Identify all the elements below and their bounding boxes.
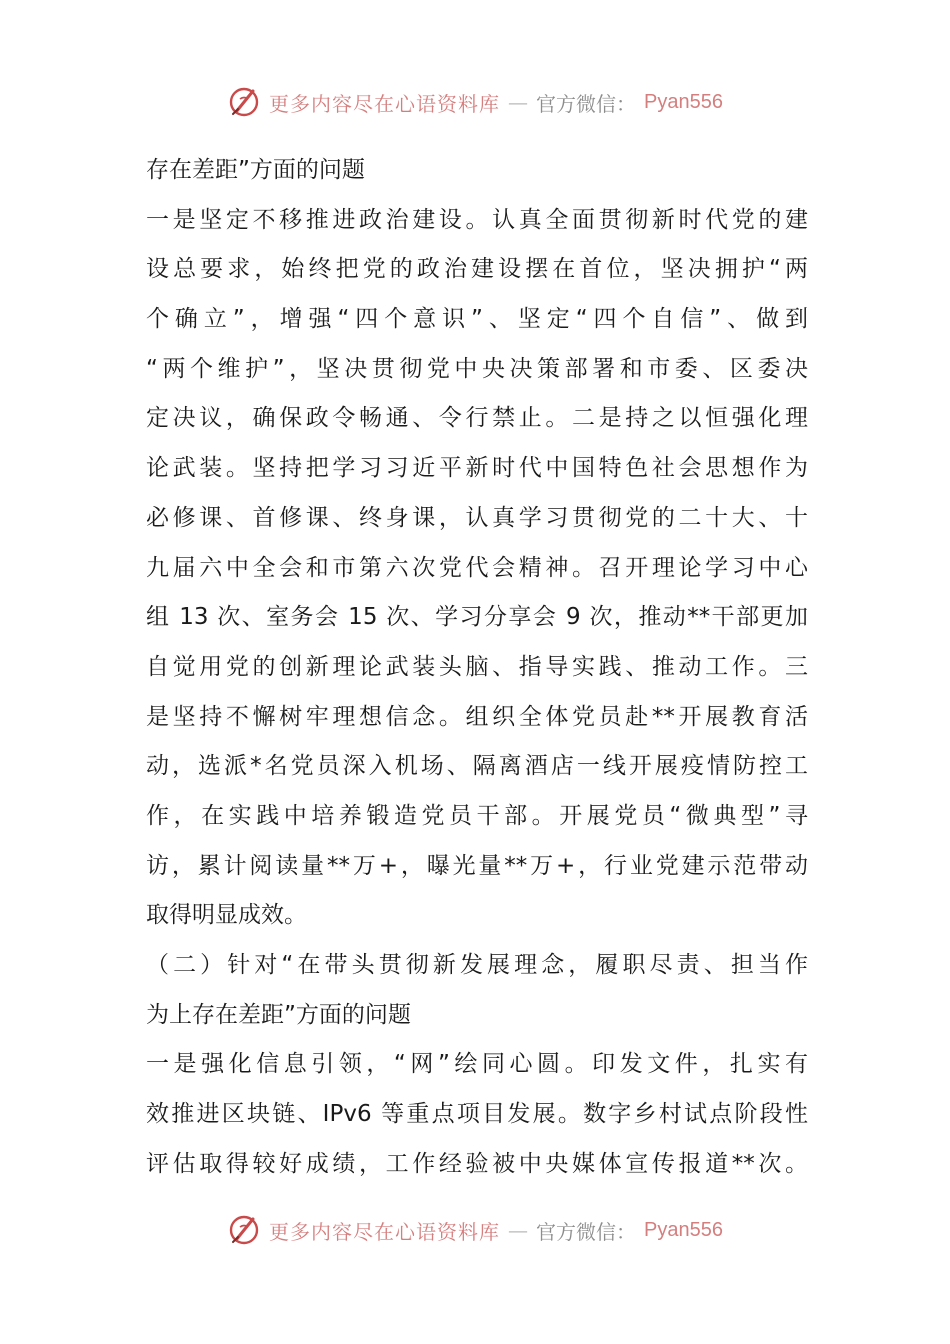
text-line: 访，累计阅读量**万+，曝光量**万+，行业党建示范带动: [146, 852, 808, 879]
section-heading: （二）针对“在带头贯彻新发展理念，履职尽责、担当作: [146, 952, 808, 978]
pen-in-circle-icon: [227, 85, 261, 119]
section-heading: 为上存在差距”方面的问题: [146, 1001, 411, 1028]
pen-in-circle-icon: [227, 1213, 261, 1247]
text-line: 论武装。坚持把学习习近平新时代中国特色社会思想作为: [146, 455, 808, 482]
text-line: 一是坚定不移推进政治建设。认真全面贯彻新时代党的建: [146, 206, 808, 233]
text-line: 必修课、首修课、终身课，认真学习贯彻党的二十大、十: [146, 504, 808, 531]
banner-wechat-id: Pyan556: [644, 1218, 723, 1241]
text-line: 取得明显成效。: [146, 902, 307, 929]
text-line: 设总要求，始终把党的政治建设摆在首位，坚决拥护“两: [146, 256, 808, 283]
footer-banner: [0, 1208, 950, 1252]
text-line: 自觉用党的创新理论武装头脑、指导实践、推动工作。三: [146, 653, 808, 680]
document-body: [146, 146, 808, 1189]
text-line: 组 13 次、室务会 15 次、学习分享会 9 次，推动**干部更加: [146, 604, 808, 631]
text-line: “两个维护”，坚决贯彻党中央决策部署和市委、区委决: [146, 355, 808, 382]
header-banner: [0, 80, 950, 124]
text-line: 评估取得较好成绩，工作经验被中央媒体宣传报道**次。: [146, 1150, 808, 1177]
banner-title: 更多内容尽在心语资料库: [269, 91, 501, 116]
banner-separator: —: [508, 90, 529, 114]
text-line: 定决议，确保政令畅通、令行禁止。二是持之以恒强化理: [146, 405, 808, 432]
banner-official-label: 官方微信：: [536, 91, 637, 116]
text-line: 一是强化信息引领，“网”绘同心圆。印发文件，扎实有: [146, 1051, 808, 1078]
text-line: 效推进区块链、IPv6 等重点项目发展。数字乡村试点阶段性: [146, 1101, 808, 1128]
text-line: 动，选派*名党员深入机场、隔离酒店一线开展疫情防控工: [146, 753, 808, 780]
banner-official-label: 官方微信：: [536, 1219, 637, 1244]
banner-separator: —: [508, 1218, 529, 1242]
text-line: 是坚持不懈树牢理想信念。组织全体党员赴**开展教育活: [146, 703, 808, 730]
text-line: 个确立”，增强“四个意识”、坚定“四个自信”、做到: [146, 306, 808, 333]
banner-wechat-id: Pyan556: [644, 90, 723, 113]
text-line: 作，在实践中培养锻造党员干部。开展党员“微典型”寻: [146, 802, 808, 829]
banner-title: 更多内容尽在心语资料库: [269, 1219, 501, 1244]
text-line: 存在差距”方面的问题: [146, 157, 365, 183]
text-line: 九届六中全会和市第六次党代会精神。召开理论学习中心: [146, 554, 808, 581]
